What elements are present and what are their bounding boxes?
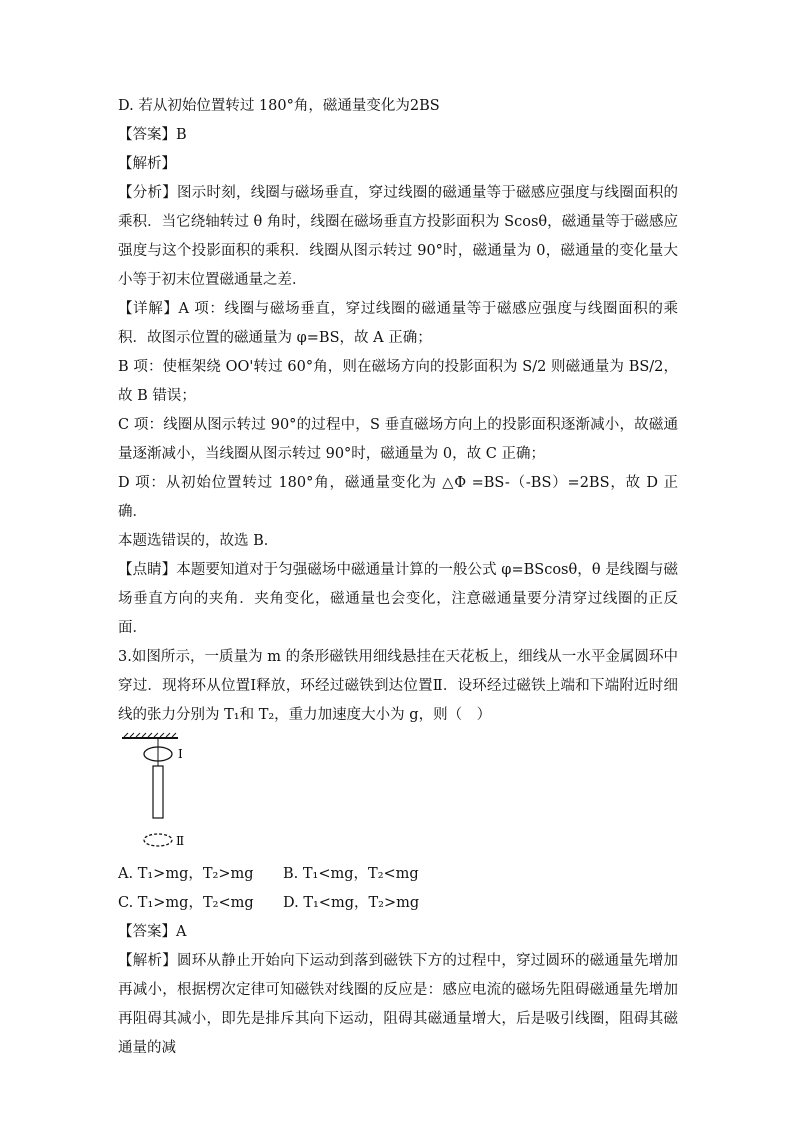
magnet-ring-figure: [118, 732, 678, 854]
bar-magnet: [153, 766, 163, 818]
dianjing-paragraph: 【点睛】本题要知道对于匀强磁场中磁通量计算的一般公式 φ=BScosθ，θ 是线圈与磁场垂直方向的夹角．夹角变化，磁通量也会变化，注意磁通量要分清穿过线圈的正反面．: [118, 562, 678, 636]
options-row-1: [118, 860, 678, 889]
detail-c: C 项：线圈从图示转过 90°的过程中，S 垂直磁场方向上的投影面积逐渐减小，故磁通量逐渐减小，当线圈从图示转过 90°时，磁通量为 0，故 C 正确；: [118, 417, 678, 462]
ring-position-2: [144, 834, 172, 846]
label-1: Ⅰ: [178, 747, 183, 761]
detail-b: B 项：使框架绕 OO'转过 60°角，则在磁场方向的投影面积为 S/2 则磁通量为 BS/2，故 B 错误；: [118, 359, 678, 404]
analysis-heading: 【解析】: [118, 156, 176, 172]
conclusion: 本题选错误的，故选 B．: [118, 533, 279, 549]
answer-label-2: 【答案】A: [118, 924, 187, 940]
figure-svg: [118, 732, 238, 854]
ceiling-hatch: [124, 733, 176, 737]
question-3: 3.如图所示，一质量为 m 的条形磁铁用细线悬挂在天花板上，细线从一水平金属圆环中穿过．现将环从位置Ⅰ释放，环经过磁铁到达位置Ⅱ．设环经过磁铁上端和下端附近时细线的张力分别为 T₁和 T₂，重力加速度大小为 g，则（ ）: [118, 649, 678, 723]
jiexi-paragraph: 【解析】圆环从静止开始向下运动到落到磁铁下方的过程中，穿过圆环的磁通量先增加再减小，根据楞次定律可知磁铁对线圈的反应是：感应电流的磁场先阻碍磁通量先增加再阻碍其减小，即先是排斥其向下运动，阻碍其磁通量增大，后是吸引线圈，阻碍其磁通量的减: [118, 953, 678, 1056]
option-d: D. T₁<mg，T₂>mg: [283, 895, 420, 911]
option-b: B. T₁<mg，T₂<mg: [283, 866, 419, 882]
option-c: C. T₁>mg，T₂<mg: [118, 895, 254, 911]
options-row-2: [118, 889, 678, 918]
option-d-previous: D. 若从初始位置转过 180°角，磁通量变化为2BS: [118, 98, 440, 114]
answer-label: 【答案】B: [118, 127, 187, 143]
fenxi-paragraph: 【分析】图示时刻，线圈与磁场垂直，穿过线圈的磁通量等于磁感应强度与线圈面积的乘积．当它绕轴转过 θ 角时，线圈在磁场垂直方投影面积为 Scosθ，磁通量等于磁感应强度与这个投影面积的乘积．线圈从图示转过 90°时，磁通量为 0，磁通量的变化量大小等于初末位置磁通量之差．: [118, 185, 678, 288]
detail-d: D 项：从初始位置转过 180°角，磁通量变化为 △Φ =BS-（-BS）=2BS，故 D 正确．: [118, 475, 678, 520]
option-a: A. T₁>mg，T₂>mg: [118, 866, 254, 882]
detail-a: 【详解】A 项：线圈与磁场垂直，穿过线圈的磁通量等于磁感应强度与线圈面积的乘积．故图示位置的磁通量为 φ=BS，故 A 正确；: [118, 301, 678, 346]
document-page: [118, 92, 678, 1063]
label-2: Ⅱ: [176, 834, 185, 848]
